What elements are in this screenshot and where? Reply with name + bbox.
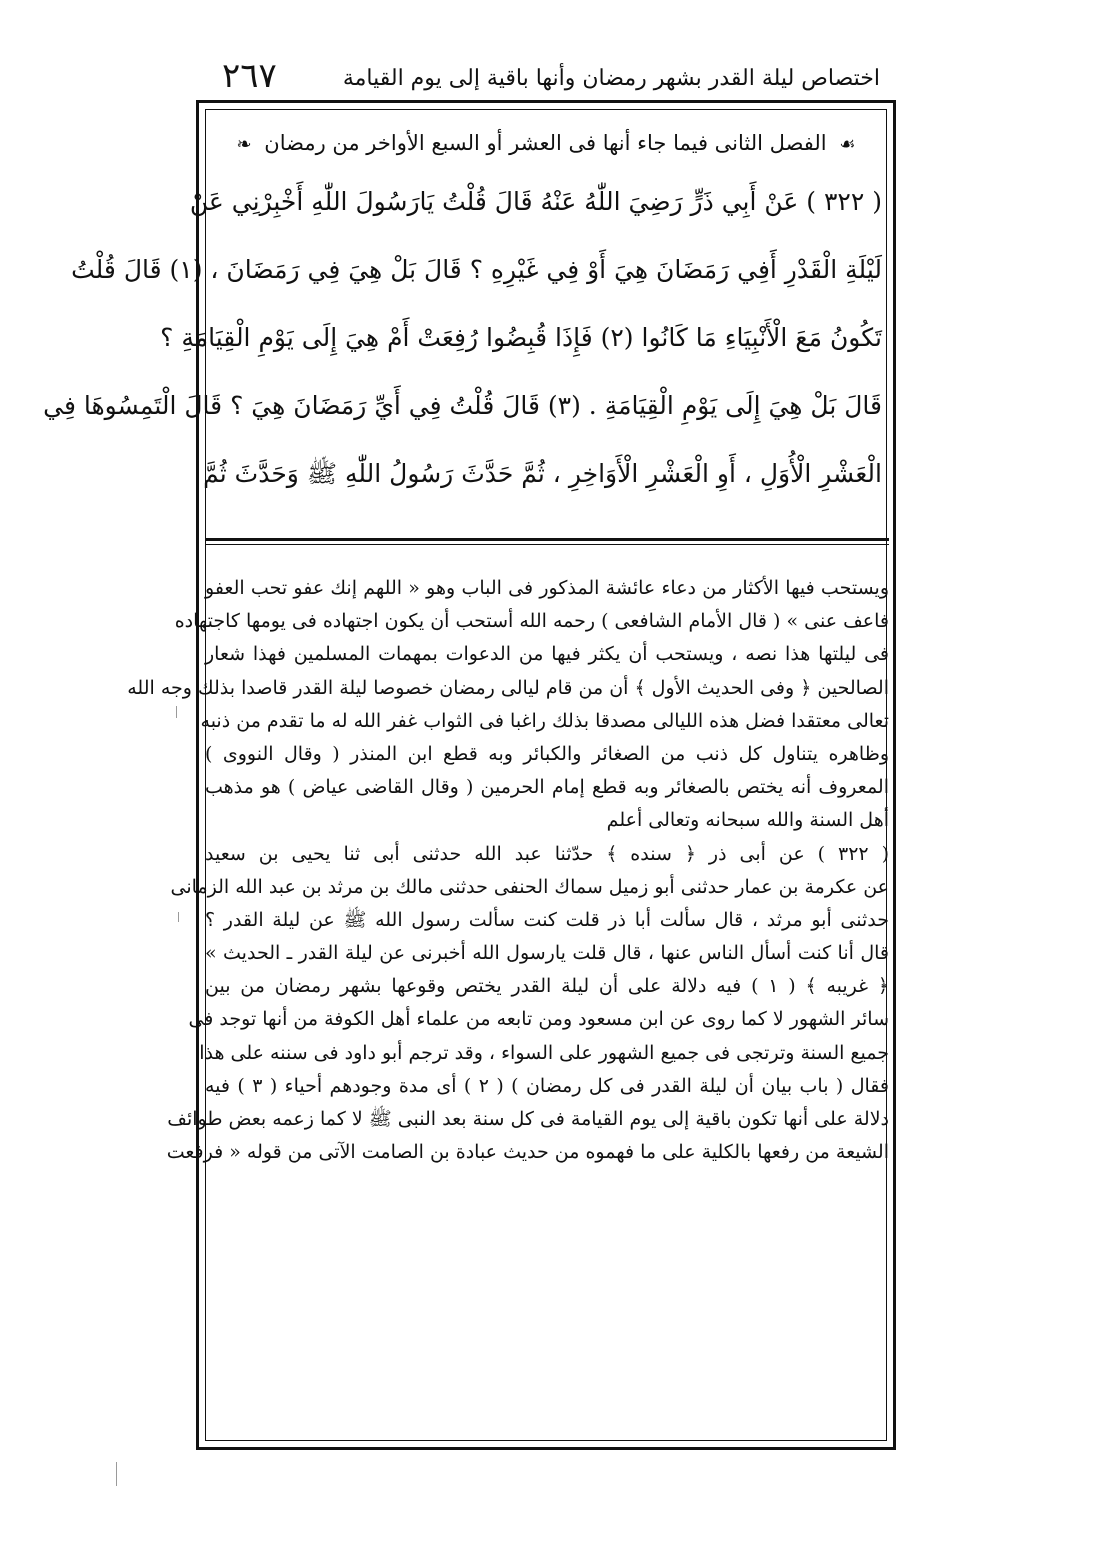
commentary-line: الشيعة من رفعها بالكلية على ما فهموه من حديث عبادة بن الصامت الآتى من قوله « فرفعت	[166, 1141, 889, 1164]
commentary-line: وظاهره يتناول كل ذنب من الصغائر والكبائر وبه قطع ابن المنذر ( وقال النووى )	[205, 742, 889, 765]
scan-mark	[178, 912, 179, 922]
commentary-line: جميع السنة وترتجى فى جميع الشهور على السواء ، وقد ترجم أبو داود فى سننه على هذا	[199, 1041, 889, 1064]
ornament-right-icon: ☙	[839, 134, 856, 155]
section-title-text: الفصل الثانى فيما جاء أنها فى العشر أو السبع الأواخر من رمضان	[264, 131, 827, 155]
ornament-left-icon: ❧	[236, 134, 252, 155]
hadith-block	[43, 128, 882, 536]
hadith-line: تَكُونُ مَعَ الْأَنْبِيَاءِ مَا كَانُوا (٢) فَإِذَا قُبِضُوا رُفِعَتْ أَمْ هِيَ إِلَى يَوْمِ الْقِيَامَةِ ؟	[160, 323, 882, 352]
commentary-block	[127, 572, 889, 1434]
scan-mark	[116, 1462, 117, 1486]
commentary-line: المعروف أنه يختص بالصغائر وبه قطع إمام الحرمين ( وقال القاضى عياض ) هو مذهب	[205, 776, 889, 799]
page-header	[200, 52, 890, 102]
running-title: اختصاص ليلة القدر بشهر رمضان وأنها باقية إلى يوم القيامة	[342, 66, 880, 91]
hadith-line: قَالَ بَلْ هِيَ إِلَى يَوْمِ الْقِيَامَةِ . (٣) قَالَ قُلْتُ فِي أَيِّ رَمَضَانَ هِيَ ؟ قَالَ الْتَمِسُوهَا فِي	[43, 391, 882, 420]
commentary-line: دلالة على أنها تكون باقية إلى يوم القيامة فى كل سنة بعد النبى ﷺ لا كما زعمه بعض طوائف	[167, 1108, 889, 1130]
commentary-line: فى ليلتها هذا نصه ، ويستحب أن يكثر فيها من الدعوات بمهمات المسلمين فهذا شعار	[205, 643, 889, 666]
hadith-line: ( ٣٢٢ ) عَنْ أَبِي ذَرٍّ رَضِيَ اللّٰهُ عَنْهُ قَالَ قُلْتُ يَارَسُولَ اللّٰهِ أَخْبِرْنِي عَنْ	[189, 187, 882, 216]
section-separator	[205, 538, 889, 552]
commentary-line: تعالى معتقدا فضل هذه الليالى مصدقا بذلك راغبا فى الثواب غفر الله له ما تقدم من ذنبه	[200, 709, 889, 732]
scan-mark	[176, 706, 177, 718]
hadith-line: الْعَشْرِ الْأُوَلِ ، أَوِ الْعَشْرِ الْأَوَاخِرِ ، ثُمَّ حَدَّثَ رَسُولُ اللّٰهِ ﷺ وَحَدَّثَ ثُمَّ	[203, 459, 882, 488]
commentary-line: ﴿ غريبه ﴾ ( ١ ) فيه دلالة على أن ليلة القدر يختص وقوعها بشهر رمضان من بين	[205, 975, 889, 998]
commentary-line: سائر الشهور لا كما روى عن ابن مسعود ومن تابعه من علماء أهل الكوفة من أنها توجد فى	[188, 1008, 889, 1031]
commentary-line: ويستحب فيها الأكثار من دعاء عائشة المذكور فى الباب وهو « اللهم إنك عفو تحب العفو	[205, 577, 889, 599]
separator-thick-rule	[205, 538, 889, 541]
commentary-line: قال أنا كنت أسأل الناس عنها ، قال قلت يارسول الله أخبرنى عن ليلة القدر ـ الحديث »	[205, 942, 889, 965]
commentary-line: فاعف عنى » ( قال الأمام الشافعى ) رحمه الله أستحب أن يكون اجتهاده فى يومها كاجتهاده	[174, 610, 889, 633]
section-title	[210, 128, 882, 160]
commentary-line: عن عكرمة بن عمار حدثنى أبو زميل سماك الحنفى حدثنى مالك بن مرثد بن عبد الله الزمانى	[170, 875, 889, 898]
page-number: ٢٦٧	[222, 56, 277, 96]
separator-thin-rule	[205, 544, 889, 545]
commentary-line: أهل السنة والله سبحانه وتعالى أعلم	[606, 809, 889, 832]
commentary-line: ( ٣٢٢ ) عن أبى ذر ﴿ سنده ﴾ حدّثنا عبد الله حدثنى أبى ثنا يحيى بن سعيد	[205, 842, 889, 865]
commentary-line: حدثنى أبو مرثد ، قال سألت أبا ذر قلت كنت سألت رسول الله ﷺ عن ليلة القدر ؟	[205, 908, 889, 931]
hadith-line: لَيْلَةِ الْقَدْرِ أَفِي رَمَضَانَ هِيَ أَوْ فِي غَيْرِهِ ؟ قَالَ بَلْ هِيَ فِي رَمَضَانَ ، (١) قَالَ قُلْتُ	[71, 255, 882, 284]
commentary-line: فقال ( باب بيان أن ليلة القدر فى كل رمضان ) ( ٢ ) أى مدة وجودهم أحياء ( ٣ ) فيه	[205, 1074, 889, 1097]
commentary-line: الصالحين ﴿ وفى الحديث الأول ﴾ أن من قام ليالى رمضان خصوصا ليلة القدر قاصدا بذلك وجه الله	[127, 676, 889, 699]
